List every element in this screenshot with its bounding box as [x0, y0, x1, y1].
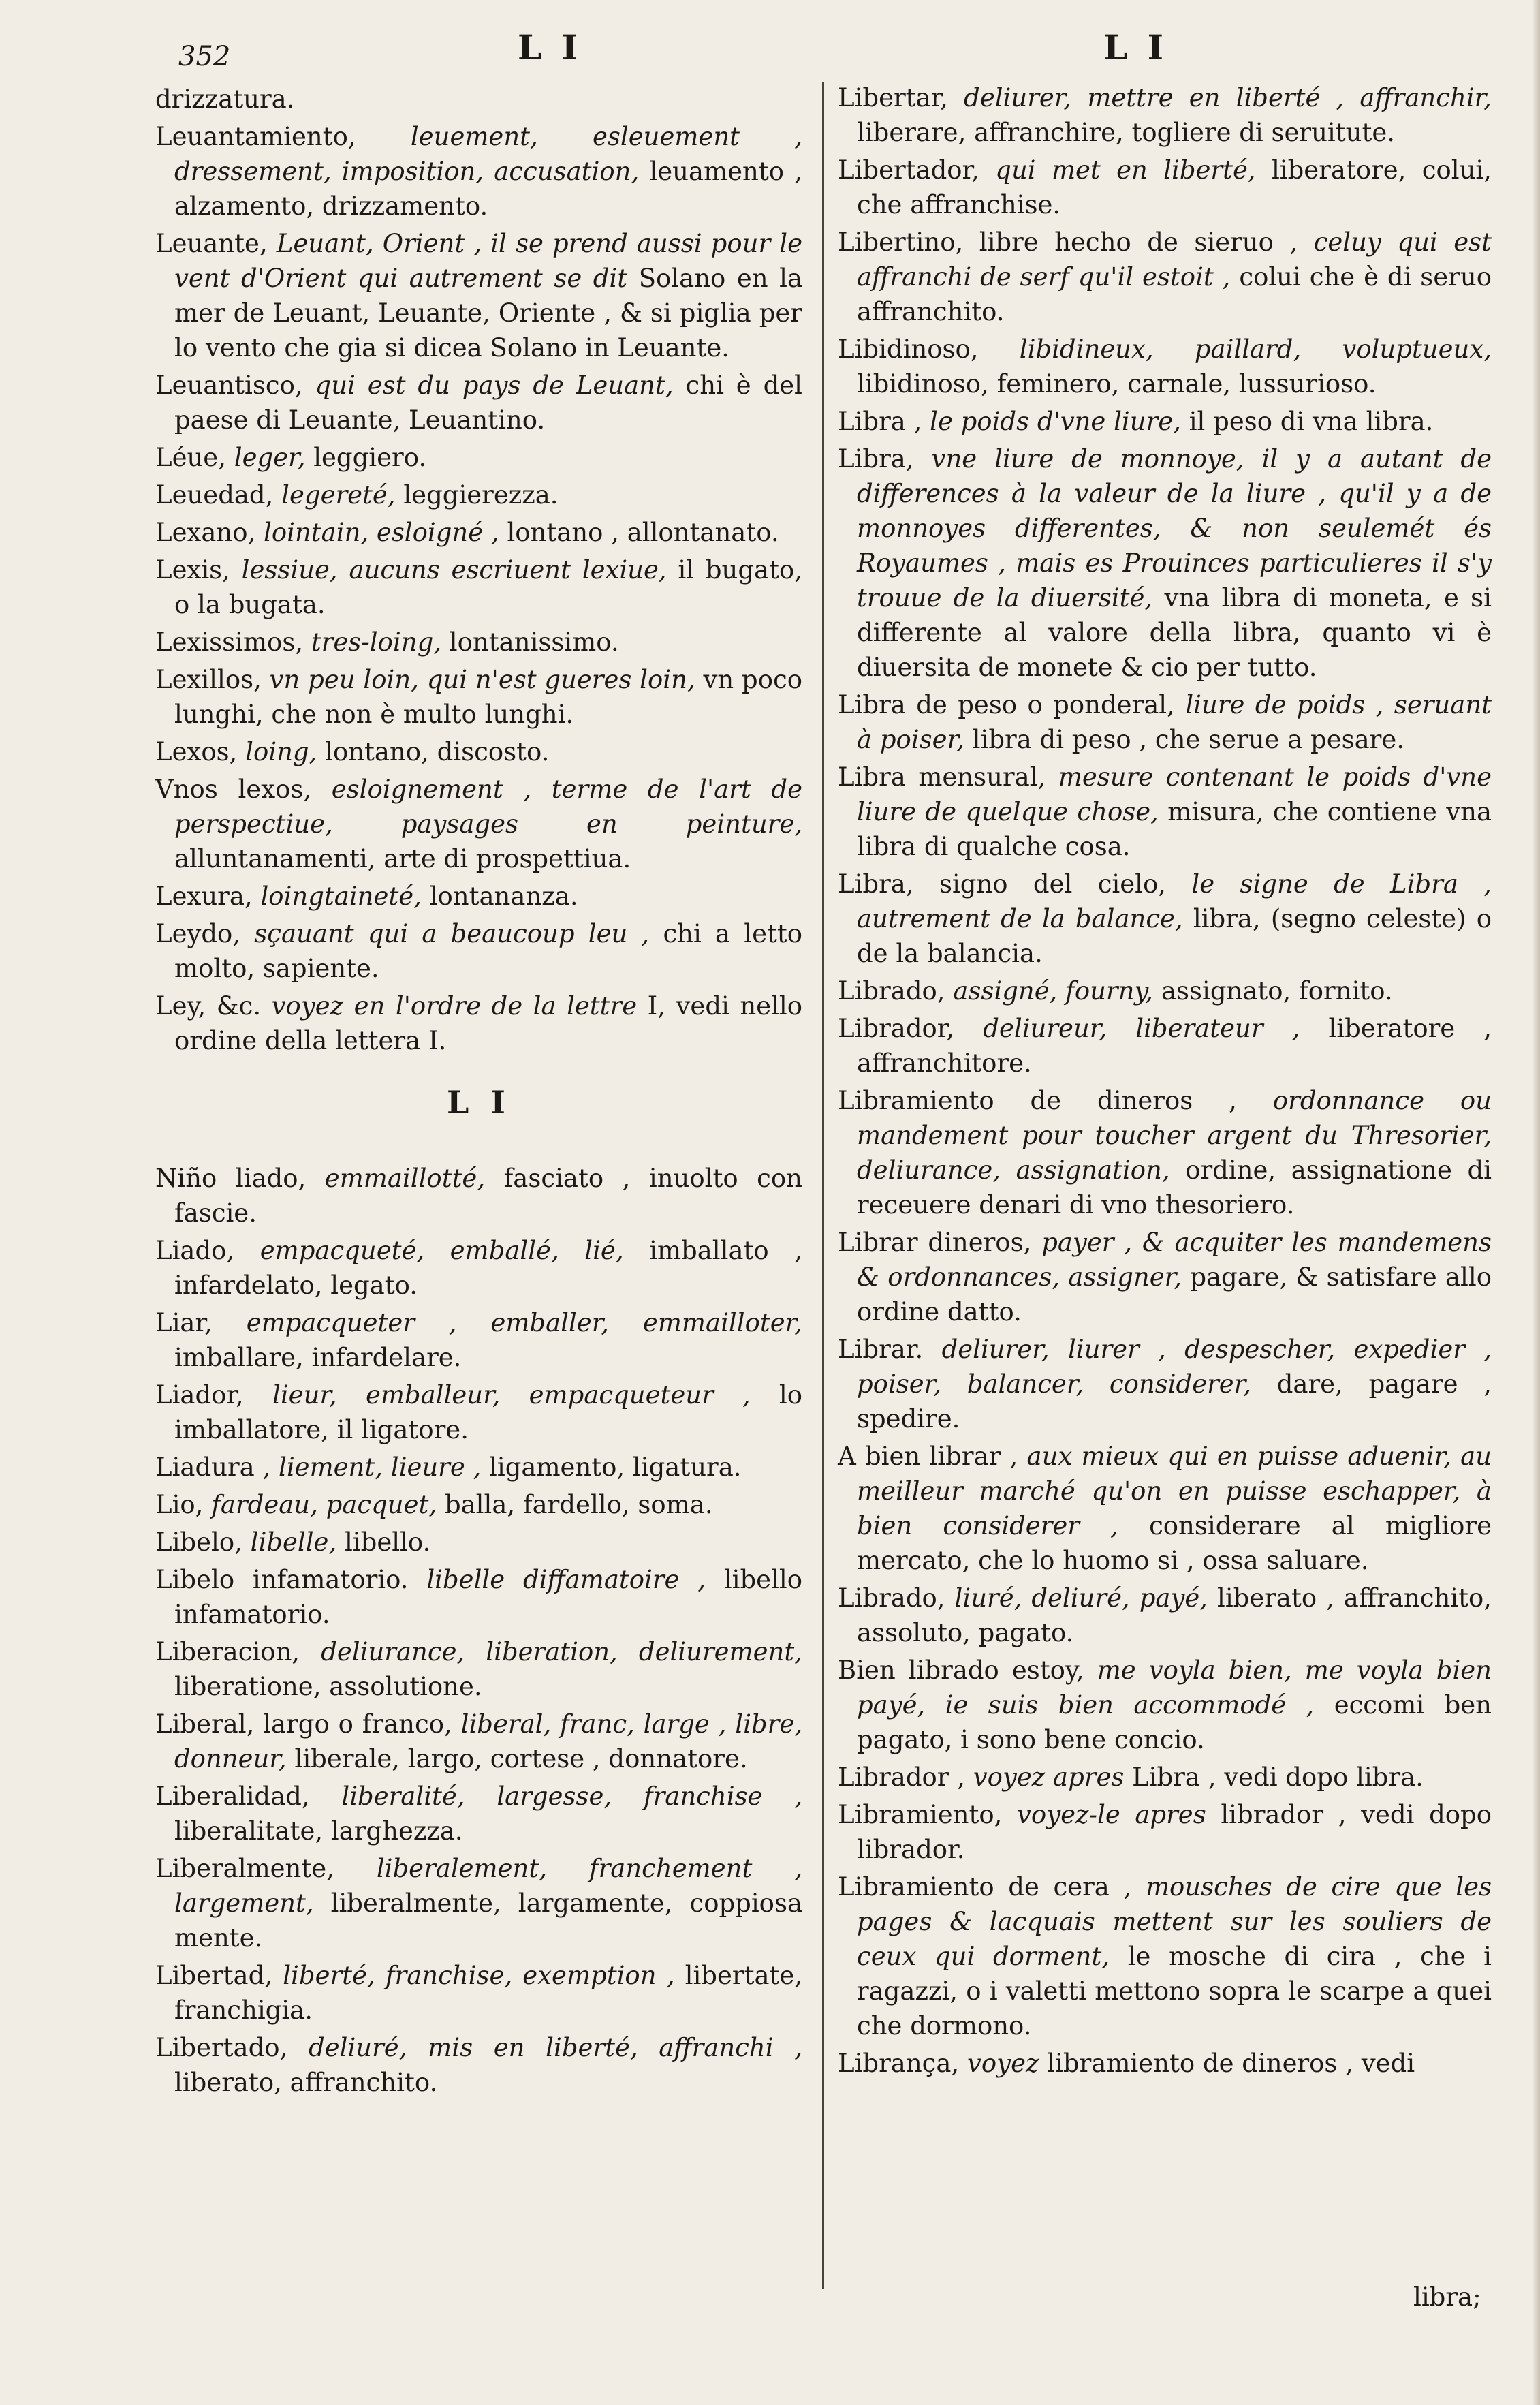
headword: Libramiento, — [838, 1800, 1003, 1829]
french-gloss: deliuré, mis en liberté, affranchi , — [309, 2033, 802, 2062]
right-column — [838, 80, 1492, 2083]
headword: Librar. — [838, 1335, 924, 1364]
italian-gloss: chi a letto molto, sapiente. — [174, 919, 803, 983]
french-gloss: lessiue, aucuns escriuent lexiue, — [241, 555, 667, 585]
section-heading: L I — [447, 1084, 511, 1121]
dictionary-entry — [155, 1450, 802, 1485]
page-edge — [1532, 0, 1540, 2405]
headword: Liado, — [155, 1236, 235, 1265]
headword: Liberalidad, — [155, 1782, 310, 1811]
dictionary-entry — [155, 989, 802, 1058]
french-gloss: leger, — [234, 443, 306, 472]
dictionary-entry — [155, 1305, 802, 1375]
italian-gloss: assignato, fornito. — [1161, 976, 1393, 1006]
italian-gloss: drizzatura. — [155, 84, 295, 114]
dictionary-entry — [155, 1707, 802, 1776]
dictionary-entry — [155, 734, 802, 769]
italian-gloss: lontanissimo. — [449, 627, 619, 657]
french-gloss: mesure contenant le poids d'vne liure de quelque chose, — [857, 762, 1492, 826]
italian-gloss: leggiero. — [313, 443, 427, 472]
italian-gloss: colui che è di seruo affranchito. — [857, 262, 1492, 326]
dictionary-entry — [155, 368, 802, 437]
headword: Leuedad, — [155, 480, 274, 510]
french-gloss: lointain, esloigné , — [264, 518, 499, 547]
headword: Liador, — [155, 1380, 244, 1410]
dictionary-entry — [155, 662, 802, 732]
french-gloss: ordonnance ou mandement pour toucher argent du Thresorier, deliurance, assignation, — [857, 1086, 1492, 1185]
headword: Liar, — [155, 1308, 213, 1337]
headword: Libra de peso o ponderal, — [838, 690, 1175, 719]
italian-gloss: lontano, discosto. — [325, 737, 550, 766]
french-gloss: deliurer, liurer , despescher, expedier , poiser, balancer, considerer, — [857, 1335, 1492, 1399]
french-gloss: me voyla bien, me voyla bien payé, ie suis bien accommodé , — [857, 1656, 1492, 1720]
dictionary-entry — [155, 553, 802, 622]
french-gloss: voyez en l'ordre de la lettre — [271, 991, 638, 1021]
right-entries — [838, 80, 1492, 2081]
italian-gloss: alluntanamenti, arte di prospettiua. — [174, 844, 631, 873]
dictionary-entry — [155, 1487, 802, 1522]
headword: Libertar, — [838, 83, 948, 112]
headword: Lexos, — [155, 737, 238, 766]
french-gloss: vn peu loin, qui n'est gueres loin, — [269, 665, 695, 694]
italian-gloss: libertate, franchigia. — [174, 1961, 803, 2025]
headword: Libelo, — [155, 1527, 242, 1557]
dictionary-entry — [155, 1958, 802, 2028]
italian-gloss: libidinoso, feminero, carnale, lussurioso. — [857, 369, 1377, 399]
dictionary-entry — [155, 625, 802, 660]
headword: Lexissimos, — [155, 627, 304, 657]
dictionary-entry — [838, 1797, 1492, 1867]
dictionary-entry — [838, 1083, 1492, 1222]
italian-gloss: dare, pagare , spedire. — [857, 1369, 1492, 1433]
italian-gloss: liberatore , affranchitore. — [857, 1014, 1492, 1078]
italian-gloss: liberalmente, largamente, coppiosa mente. — [174, 1889, 802, 1953]
french-gloss: le signe de Libra , autrement de la balance, — [857, 869, 1492, 933]
left-entries-top — [155, 82, 802, 1058]
dictionary-entry — [155, 1525, 802, 1560]
headword: Bien librado estoy, — [838, 1656, 1084, 1685]
french-gloss: liement, lieure , — [279, 1453, 482, 1482]
italian-gloss: lontano , allontanato. — [507, 518, 779, 547]
dictionary-entry — [838, 1011, 1492, 1081]
dictionary-entry — [155, 772, 802, 876]
italian-gloss: librador , vedi dopo librador. — [857, 1800, 1492, 1864]
dictionary-entry — [155, 1233, 802, 1303]
french-gloss: vne liure de monnoye, il y a autant de differences à la valeur de la liure , qu'il y a de monnoyes differentes, & non seulemét és Royaumes , mais es Prouinces particulieres il s'y trouue de la diuersité, — [857, 444, 1492, 612]
headword: Lexis, — [155, 555, 230, 585]
french-gloss: libelle diffamatoire , — [426, 1565, 706, 1594]
italian-gloss: il peso di vna libra. — [1189, 407, 1434, 436]
headword: Libra, — [838, 444, 914, 474]
headword: Liberalmente, — [155, 1854, 334, 1883]
italian-gloss: considerare al migliore mercato, che lo huomo si , ossa saluare. — [857, 1511, 1492, 1575]
italian-gloss: chi è del paese di Leuante, Leuantino. — [174, 371, 802, 435]
french-gloss: liuré, deliuré, payé, — [954, 1583, 1208, 1613]
headword: Vnos lexos, — [155, 775, 312, 804]
dictionary-entry — [838, 404, 1492, 439]
running-head-left: L I — [518, 27, 582, 67]
french-gloss: aux mieux qui en puisse aduenir, au meilleur marché qu'on en puisse eschapper, à bien considerer , — [857, 1442, 1492, 1540]
italian-gloss: liberare, affranchire, togliere di seruitute. — [857, 118, 1395, 147]
headword: Leuantisco, — [155, 371, 303, 400]
italian-gloss: libra di peso , che serue a pesare. — [972, 725, 1404, 754]
french-gloss: qui met en liberté, — [995, 155, 1256, 185]
headword: Léue, — [155, 443, 226, 472]
headword: A bien librar , — [838, 1442, 1018, 1471]
dictionary-entry — [838, 687, 1492, 757]
headword: Lexura, — [155, 882, 253, 911]
italian-gloss: leggierezza. — [403, 480, 559, 510]
dictionary-entry — [155, 226, 802, 365]
headword: Liadura , — [155, 1453, 271, 1482]
dictionary-entry — [155, 2030, 802, 2100]
left-entries-bottom — [155, 1161, 802, 2100]
french-gloss: mousches de cire que les pages & lacquais mettent sur les souliers de ceux qui dorment, — [857, 1872, 1492, 1971]
dictionary-entry — [155, 879, 802, 914]
dictionary-entry — [838, 1760, 1492, 1795]
dictionary-entry — [155, 1562, 802, 1632]
dictionary-entry — [838, 153, 1492, 222]
dictionary-entry — [838, 974, 1492, 1008]
headword: Libra , — [838, 407, 922, 436]
italian-gloss: balla, fardello, soma. — [444, 1490, 713, 1519]
dictionary-entry — [155, 82, 802, 117]
french-gloss: voyez — [967, 2049, 1039, 2078]
headword: Librado, — [838, 1583, 945, 1613]
italian-gloss: ordine, assignatione di receuere denari di vno thesoriero. — [857, 1155, 1492, 1220]
italian-gloss: imballato , infardelato, legato. — [174, 1236, 802, 1300]
headword: Librador , — [838, 1763, 966, 1792]
dictionary-entry — [155, 1161, 802, 1230]
french-gloss: loingtaineté, — [260, 882, 422, 911]
italian-gloss: eccomi ben pagato, i sono bene concio. — [857, 1690, 1492, 1754]
dictionary-entry — [838, 1581, 1492, 1650]
headword: Libertado, — [155, 2033, 288, 2062]
french-gloss: assigné, fourny, — [953, 976, 1154, 1006]
headword: Lexillos, — [155, 665, 262, 694]
headword: Leydo, — [155, 919, 241, 948]
french-gloss: tres-loing, — [311, 627, 442, 657]
headword: Libertino, libre hecho de sieruo , — [838, 228, 1298, 257]
italian-gloss: liberalitate, larghezza. — [174, 1816, 463, 1846]
italian-gloss: libello infamatorio. — [174, 1565, 803, 1629]
french-gloss: voyez-le apres — [1017, 1800, 1206, 1829]
headword: Librado, — [838, 976, 945, 1006]
italian-gloss: libramiento de dineros , vedi — [1047, 2049, 1415, 2078]
italian-gloss: libra, (segno celeste) o de la balancia. — [857, 904, 1492, 968]
dictionary-entry — [155, 478, 802, 512]
dictionary-entry — [838, 1439, 1492, 1578]
headword: Librar dineros, — [838, 1228, 1032, 1257]
italian-gloss: misura, che contiene vna libra di qualche cosa. — [857, 797, 1492, 861]
dictionary-entry — [838, 1869, 1492, 2043]
italian-gloss: liberale, largo, cortese , donnatore. — [294, 1744, 748, 1773]
french-gloss: liberalement, franchement , largement, — [174, 1854, 802, 1918]
headword: Leuante, — [155, 229, 268, 258]
french-gloss: deliureur, liberateur , — [983, 1014, 1300, 1043]
headword: Ley, &c. — [155, 991, 262, 1021]
italian-gloss: liberatore, colui, che affranchise. — [857, 155, 1492, 219]
italian-gloss: Solano en la mer de Leuant, Leuante, Oriente , & si piglia per lo vento che gia si dicea Solano in Leuante. — [174, 264, 803, 362]
italian-gloss: il bugato, o la bugata. — [174, 555, 802, 619]
italian-gloss: lontananza. — [429, 882, 578, 911]
french-gloss: sçauant qui a beaucoup leu , — [254, 919, 650, 948]
dictionary-entry — [838, 332, 1492, 401]
french-gloss: Leuant, Orient , il se prend aussi pour le vent d'Orient qui autrement se dit — [174, 229, 803, 293]
headword: Liberal, largo o franco, — [155, 1709, 452, 1739]
italian-gloss: Libra , vedi dopo libra. — [1132, 1763, 1424, 1792]
dictionary-entry — [155, 119, 802, 223]
column-divider — [822, 82, 824, 2289]
italian-gloss: vn poco lunghi, che non è multo lunghi. — [174, 665, 802, 729]
french-gloss: empacqueter , emballer, emmailloter, — [246, 1308, 802, 1337]
headword: Lexano, — [155, 518, 256, 547]
italian-gloss: liberatione, assolutione. — [174, 1672, 482, 1701]
italian-gloss: I, vedi nello ordine della lettera I. — [174, 991, 803, 1055]
headword: Libramiento de cera , — [838, 1872, 1132, 1902]
headword: Niño liado, — [155, 1164, 307, 1193]
dictionary-entry — [155, 1851, 802, 1955]
italian-gloss: pagare, & satisfare allo ordine datto. — [857, 1262, 1492, 1326]
french-gloss: celuy qui est affranchi de serf qu'il estoit , — [857, 228, 1492, 292]
french-gloss: deliurer, mettre en liberté , affranchir, — [964, 83, 1492, 112]
french-gloss: voyez apres — [973, 1763, 1125, 1792]
italian-gloss: liberato , affranchito, assoluto, pagato. — [857, 1583, 1492, 1647]
french-gloss: liberalité, largesse, franchise , — [341, 1782, 802, 1811]
headword: Libertad, — [155, 1961, 273, 1990]
french-gloss: qui est du pays de Leuant, — [315, 371, 674, 400]
italian-gloss: imballare, infardelare. — [174, 1343, 462, 1372]
dictionary-entry — [838, 867, 1492, 971]
headword: Libertador, — [838, 155, 979, 185]
dictionary-entry — [838, 225, 1492, 329]
dictionary-entry — [155, 440, 802, 475]
dictionary-entry — [838, 1332, 1492, 1436]
french-gloss: liberté, franchise, exemption , — [283, 1961, 675, 1990]
french-gloss: fardeau, pacquet, — [211, 1490, 437, 1519]
french-gloss: liure de poids , seruant à poiser, — [857, 690, 1492, 754]
headword: Libra, signo del cielo, — [838, 869, 1167, 899]
french-gloss: le poids d'vne liure, — [930, 407, 1181, 436]
dictionary-entry — [155, 515, 802, 550]
dictionary-entry — [838, 1653, 1492, 1757]
left-column — [155, 82, 802, 2103]
italian-gloss: le mosche di cira , che i ragazzi, o i valetti mettono sopra le scarpe a quei che dormono. — [857, 1942, 1492, 2041]
french-gloss: emmaillotté, — [324, 1164, 486, 1193]
headword: Libramiento de dineros , — [838, 1086, 1237, 1115]
dictionary-entry — [838, 2046, 1492, 2081]
dictionary-entry — [838, 760, 1492, 864]
italian-gloss: leuamento , alzamento, drizzamento. — [174, 157, 802, 221]
headword: Liberacion, — [155, 1637, 300, 1666]
french-gloss: libelle, — [250, 1527, 337, 1557]
french-gloss: liberal, franc, large , libre, donneur, — [174, 1709, 802, 1773]
headword: Libelo infamatorio. — [155, 1565, 409, 1594]
headword: Lio, — [155, 1490, 204, 1519]
dictionary-entry — [155, 1378, 802, 1447]
running-head-right: L I — [1103, 27, 1167, 67]
dictionary-entry — [838, 1225, 1492, 1329]
headword: Librador, — [838, 1014, 955, 1043]
italian-gloss: vna libra di moneta, e si differente al valore della libra, quanto vi è diuersita de monete & cio per tutto. — [857, 583, 1492, 682]
headword: Leuantamiento, — [155, 122, 356, 151]
italian-gloss: libello. — [344, 1527, 431, 1557]
italian-gloss: ligamento, ligatura. — [489, 1453, 742, 1482]
italian-gloss: liberato, affranchito. — [174, 2068, 438, 2097]
french-gloss: esloignement , terme de l'art de perspectiue, paysages en peinture, — [174, 775, 803, 839]
french-gloss: libidineux, paillard, voluptueux, — [1019, 335, 1492, 364]
headword: Libra mensural, — [838, 762, 1046, 792]
french-gloss: payer , & acquiter les mandemens & ordonnances, assigner, — [857, 1228, 1492, 1292]
italian-gloss: fasciato , inuolto con fascie. — [174, 1164, 802, 1228]
french-gloss: deliurance, liberation, deliurement, — [321, 1637, 802, 1666]
french-gloss: legereté, — [281, 480, 396, 510]
dictionary-entry — [838, 80, 1492, 150]
headword: Librança, — [838, 2049, 960, 2078]
french-gloss: loing, — [245, 737, 317, 766]
french-gloss: lieur, emballeur, empacqueteur , — [272, 1380, 751, 1410]
dictionary-entry — [155, 916, 802, 986]
dictionary-entry — [155, 1634, 802, 1704]
dictionary-entry — [838, 441, 1492, 685]
french-gloss: leuement, esleuement , dressement, imposition, accusation, — [174, 122, 802, 186]
dictionary-entry — [155, 1779, 802, 1848]
french-gloss: empacqueté, emballé, lié, — [260, 1236, 624, 1265]
catchword: libra; — [1413, 2282, 1481, 2312]
headword: Libidinoso, — [838, 335, 979, 364]
page-number: 352 — [178, 41, 231, 72]
italian-gloss: lo imballatore, il ligatore. — [174, 1380, 803, 1444]
